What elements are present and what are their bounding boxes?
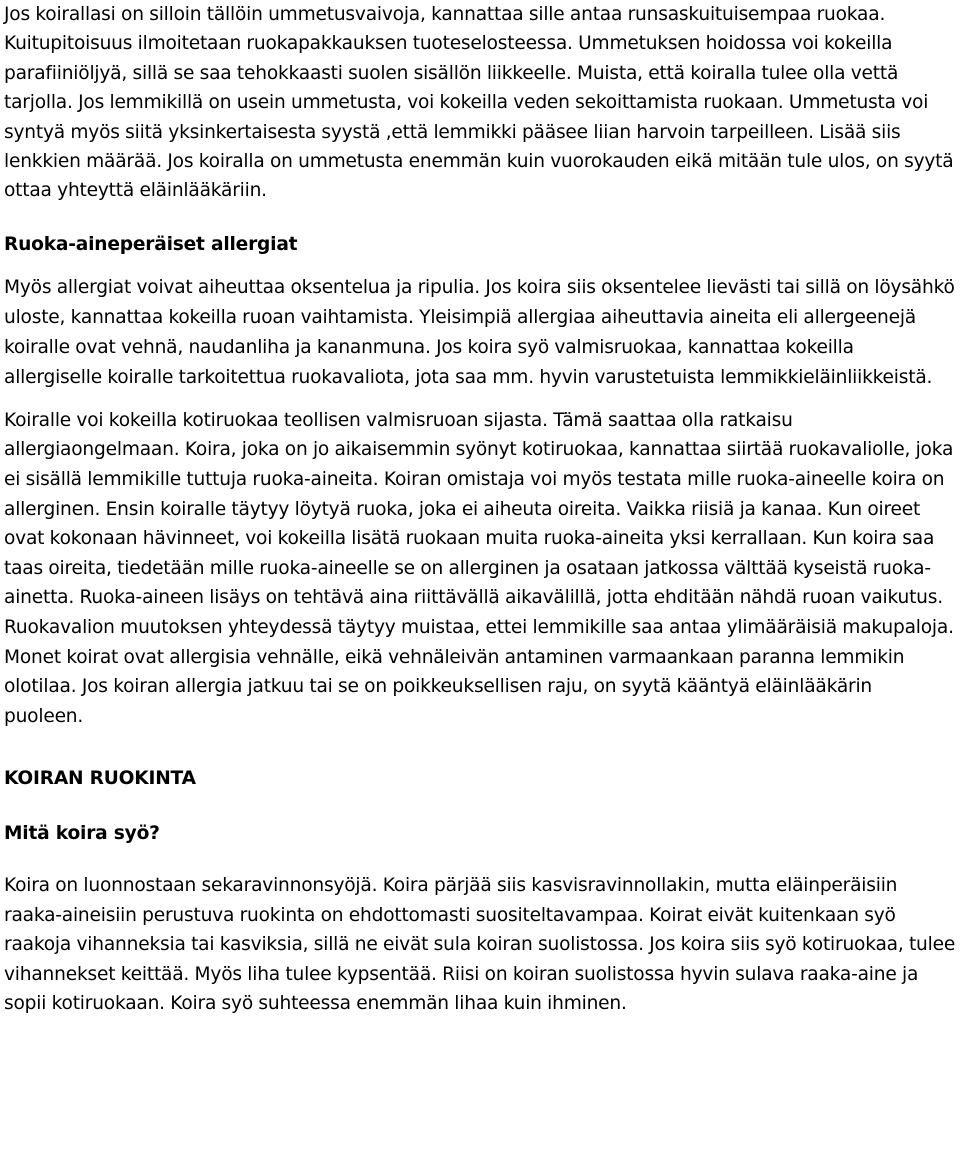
heading-dog-feeding: KOIRAN RUOKINTA [4, 768, 196, 790]
spacer [4, 731, 956, 764]
paragraph-allergies: Myös allergiat voivat aiheuttaa oksentelua ja ripulia. Jos koira siis oksentelee lievästi tai sillä on löysähkö uloste, kannattaa kokeilla ruoan vaihtamista. Yleisimpiä allergiaa aiheuttavia aineita eli allergeenejä koiralle ovat vehnä, naudanliha ja kananmuna. Jos koira syö valmisruokaa, kannattaa kokeilla allergiselle koiralle tarkoitettua ruokavaliota, jota saa mm. hyvin varustetuista lemmikkieläinliikkeistä. [4, 276, 955, 388]
spacer [4, 259, 956, 273]
paragraph-home-food: Koiralle voi kokeilla kotiruokaa teollisen valmisruoan sijasta. Tämä saattaa olla ratkaisu allergiaongelmaan. Koira, joka on jo aikaisemmin syönyt kotiruokaa, kannattaa siirtää ruokavaliolle, joka ei sisällä lemmikille tuttuja ruoka-aineita. Koiran omistaja voi myös testata mille ruoka-aineelle koira on allerginen. Ensin koiralle täytyy löytyä ruoka, joka ei aiheuta oireita. Vaikka riisiä ja kanaa. Kun oireet ovat kokonaan hävinneet, voi kokeilla lisätä ruokaan muita ruoka-aineita yksi kerrallaan. Kun koira saa taas oireita, tiedetään mille ruoka-aineelle se on allerginen ja osataan jatkossa välttää kyseistä ruoka-ainetta. Ruoka-aineen lisäys on tehtävä aina riittävällä aikavälillä, jotta ehditään nähdä ruoan vaikutus. Ruokavalion muutoksen yhteydessä täytyy muistaa, ettei lemmikille saa antaa ylimääräisiä makupaloja. Monet koirat ovat allergisia vehnälle, eikä vehnäleivän antaminen varmaankaan paranna lemmikin olotilaa. Jos koiran allergia jatkuu tai se on poikkeuksellisen raju, on syytä kääntyä eläinlääkärin puoleen. [4, 409, 954, 727]
spacer [4, 848, 956, 871]
heading-food-allergies: Ruoka-aineperäiset allergiat [4, 233, 298, 255]
spacer [4, 793, 956, 819]
paragraph-constipation: Jos koirallasi on silloin tällöin ummetusvaivoja, kannattaa sille antaa runsaskuituisempaa ruokaa. Kuitupitoisuus ilmoitetaan ruokapakkauksen tuoteselosteessa. Ummetuksen hoidossa voi kokeilla parafiiniöljyä, sillä se saa tehokkaasti suolen sisällön liikkeelle. Muista, että koiralla tulee olla vettä tarjolla. Jos lemmikillä on usein ummetusta, voi kokeilla veden sekoittamista ruokaan. Ummetusta voi syntyä myös siitä yksinkertaisesta syystä ,että lemmikki pääsee liian harvoin tarpeilleen. Lisää siis lenkkien määrää. Jos koiralla on ummetusta enemmän kuin vuorokauden eikä mitään tule ulos, on syytä ottaa yhteyttä eläinlääkäriin. [4, 4, 954, 202]
spacer [4, 206, 956, 230]
spacer [4, 393, 956, 406]
document-page [4, 0, 956, 1018]
paragraph-dog-diet: Koira on luonnostaan sekaravinnonsyöjä. Koira pärjää siis kasvisravinnollakin, mutta eläinperäisiin raaka-aineisiin perustuva ruokinta on ehdottomasti suositeltavampaa. Koirat eivät kuitenkaan syö raakoja vihanneksia tai kasviksia, sillä ne eivät sula koiran suolistossa. Jos koira siis syö kotiruokaa, tulee vihannekset keittää. Myös liha tulee kypsentää. Riisi on koiran suolistossa hyvin sulava raaka-aine ja sopii kotiruokaan. Koira syö suhteessa enemmän lihaa kuin ihminen. [4, 875, 956, 1014]
heading-what-does-dog-eat: Mitä koira syö? [4, 823, 160, 845]
